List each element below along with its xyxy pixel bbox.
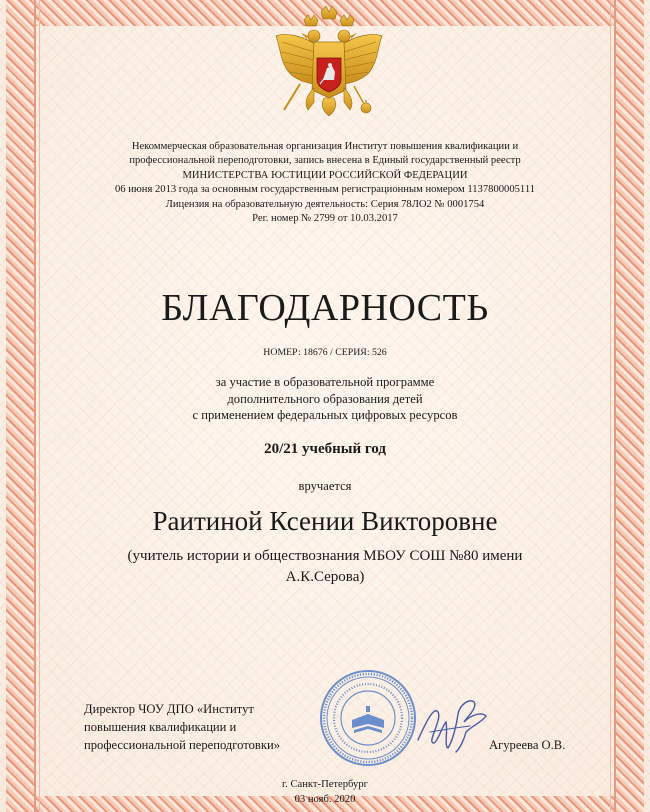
issue-date: 03 нояб. 2020 [294, 794, 356, 805]
program-description [60, 374, 590, 424]
organization-info [60, 140, 590, 226]
awarded-label: вручается [298, 479, 352, 493]
org-line: Лицензия на образовательную деятельность: Серия 78ЛО2 № 0001754 [165, 198, 485, 210]
certificate-title: БЛАГОДАРНОСТЬ [161, 287, 489, 329]
director-line: Директор ЧОУ ДПО «Институт [84, 702, 254, 716]
recipient-position [90, 546, 560, 588]
coat-of-arms-icon [274, 6, 384, 130]
academic-year: 20/21 учебный год [264, 441, 386, 457]
director-line: повышения квалификации и [84, 720, 237, 734]
program-line: за участие в образовательной программе [215, 375, 435, 389]
org-line: Некоммерческая образовательная организация Институт повышения квалификации и [131, 141, 519, 152]
program-line: с применением федеральных цифровых ресурсов [192, 408, 458, 422]
signature-icon [412, 692, 492, 756]
director-line: профессиональной переподготовки» [84, 738, 281, 752]
org-line: 06 июня 2013 года за основным государственным регистрационным номером 1137800005111 [114, 184, 536, 196]
org-line: профессиональной переподготовки, запись внесена в Единый государственный реестр [129, 155, 521, 167]
certificate-number: НОМЕР: 18676 / СЕРИЯ: 526 [263, 347, 387, 358]
official-seal-icon [318, 668, 418, 768]
recipient-name: Раитиной Ксении Викторовне [152, 506, 498, 536]
signer-name: Агуреева О.В. [489, 738, 566, 752]
issue-place: г. Санкт-Петербург [282, 779, 368, 790]
program-line: дополнительного образования детей [227, 391, 423, 406]
position-line: А.К.Серова) [285, 569, 365, 585]
org-line: Рег. номер № 2799 от 10.03.2017 [252, 213, 398, 225]
director-title [84, 700, 334, 754]
org-line: МИНИСТЕРСТВА ЮСТИЦИИ РОССИЙСКОЙ ФЕДЕРАЦИИ [182, 169, 468, 181]
position-line: (учитель истории и обществознания МБОУ СОШ №80 имени [127, 548, 523, 564]
